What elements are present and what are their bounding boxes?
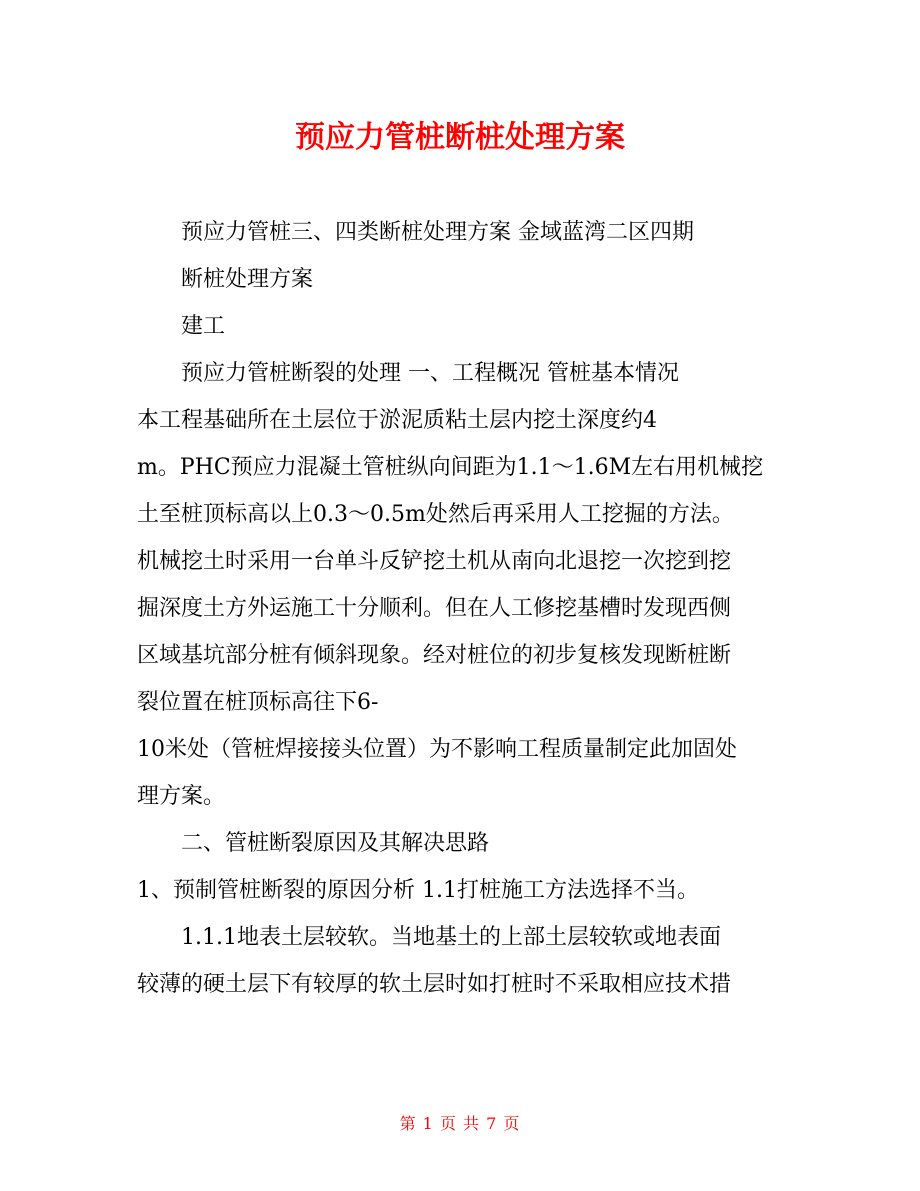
document-title: 预应力管桩断桩处理方案 [295,120,625,155]
paragraph-line: 预应力管桩三、四类断桩处理方案 金域蓝湾二区四期 [181,220,694,245]
paragraph-line: 裂位置在桩顶标高往下6- [137,690,379,715]
page-footer: 第 1 页 共 7 页 [399,1114,521,1133]
paragraph-line: 本工程基础所在土层位于淤泥质粘土层内挖土深度约4 [137,408,657,433]
paragraph-line: 区域基坑部分桩有倾斜现象。经对桩位的初步复核发现断桩断 [137,643,732,668]
paragraph-line: 1.1.1地表土层较软。当地基土的上部土层较软或地表面 [181,925,721,950]
paragraph-line: 理方案。 [137,784,226,809]
paragraph-line: 土至桩顶标高以上0.3～0.5m处然后再采用人工挖掘的方法。 [137,502,734,527]
section-heading: 二、管桩断裂原因及其解决思路 [181,831,490,856]
paragraph-line: 1、预制管桩断裂的原因分析 1.1打桩施工方法选择不当。 [137,878,699,903]
paragraph-line: 建工 [181,314,226,339]
paragraph-line: 掘深度土方外运施工十分顺利。但在人工修挖基槽时发现西侧 [137,596,732,621]
paragraph-line: 断桩处理方案 [181,267,314,292]
paragraph-line: m。PHC预应力混凝土管桩纵向间距为1.1～1.6M左右用机械挖 [137,455,764,480]
paragraph-line: 预应力管桩断裂的处理 一、工程概况 管桩基本情况 [181,361,679,386]
paragraph-line: 较薄的硬土层下有较厚的软土层时如打桩时不采取相应技术措 [137,972,732,997]
paragraph-line: 10米处（管桩焊接接头位置）为不影响工程质量制定此加固处 [137,737,737,762]
paragraph-line: 机械挖土时采用一台单斗反铲挖土机从南向北退挖一次挖到挖 [137,549,732,574]
